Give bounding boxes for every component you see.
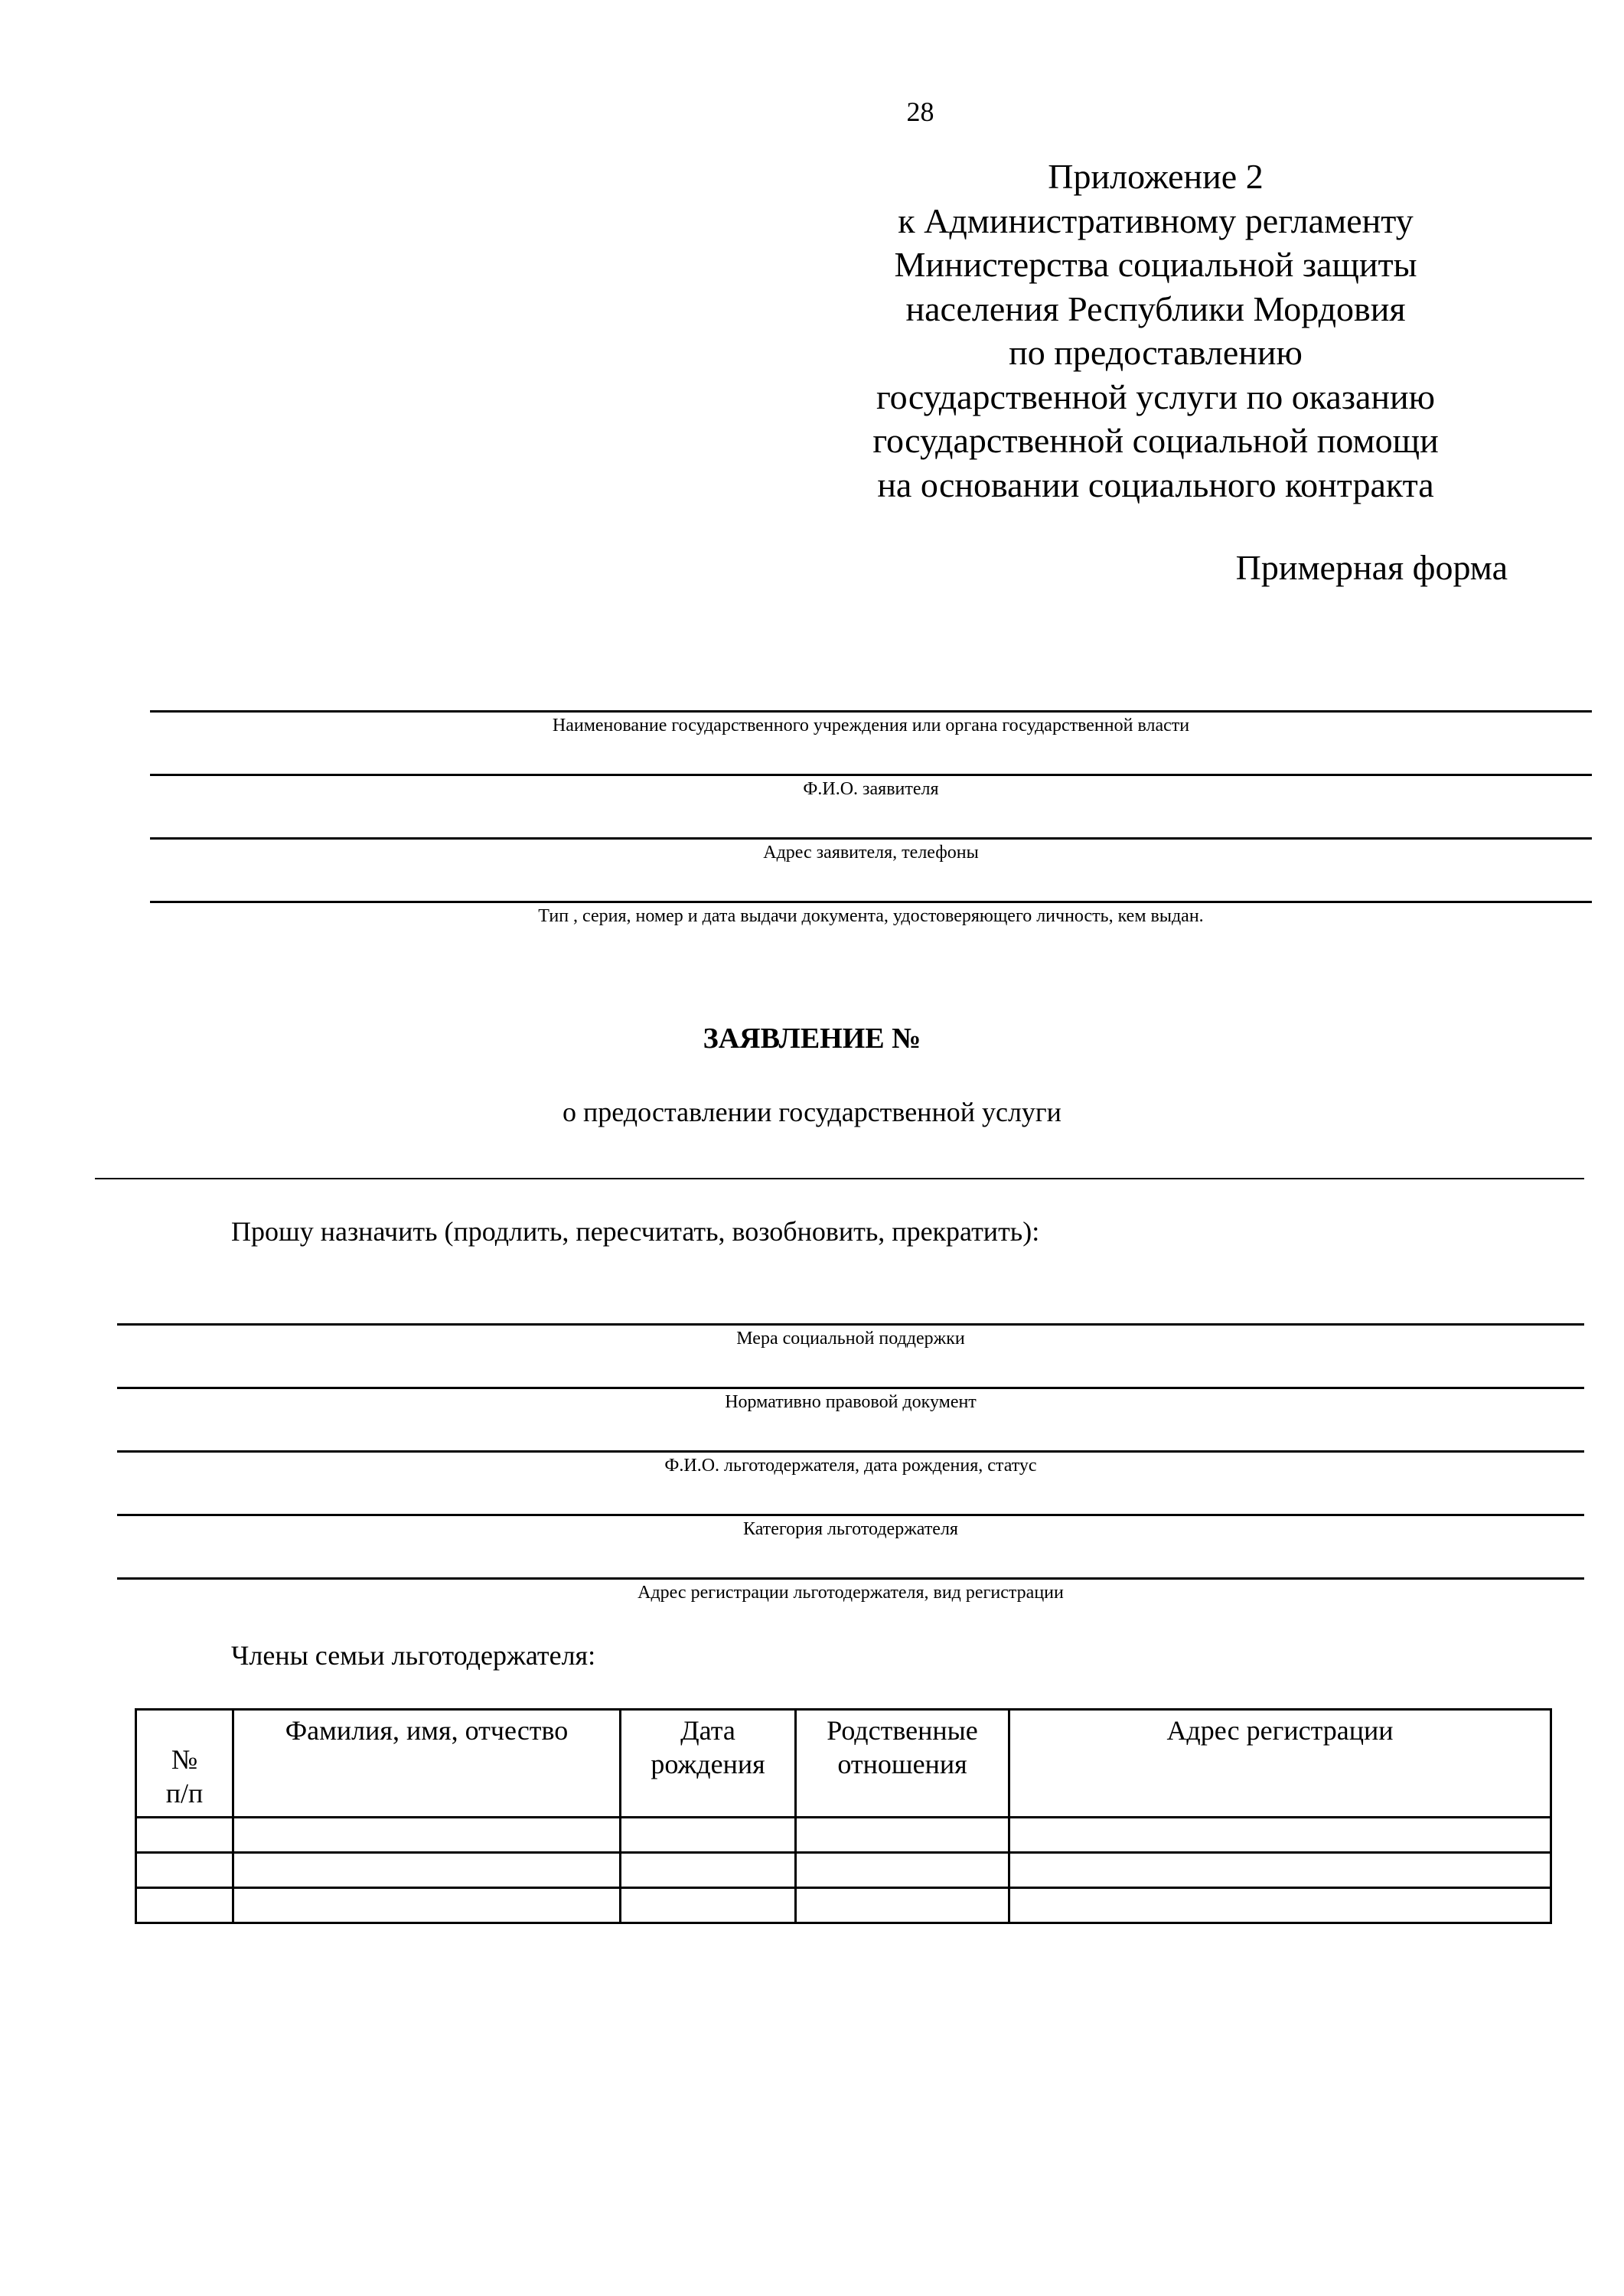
field-caption-applicant-name: Ф.И.О. заявителя — [803, 779, 939, 799]
field-line-beneficiary-category[interactable] — [117, 1514, 1584, 1516]
column-header-relationship: Родственные отношения — [796, 1710, 1009, 1818]
table-cell[interactable] — [1009, 1888, 1551, 1923]
field-caption-applicant-address: Адрес заявителя, телефоны — [763, 843, 979, 863]
field-caption-id-document: Тип , серия, номер и дата выдачи документа, удостоверяющего личность, кем выдан. — [538, 906, 1204, 926]
table-cell[interactable] — [621, 1853, 796, 1888]
table-cell[interactable] — [796, 1853, 1009, 1888]
field-line-beneficiary-info[interactable] — [117, 1450, 1584, 1453]
table-cell[interactable] — [136, 1853, 233, 1888]
separator-line — [95, 1178, 1584, 1179]
table-row — [136, 1853, 1551, 1888]
appendix-line: государственной услуги по оказанию — [876, 377, 1436, 416]
family-members-label: Члены семьи льготодержателя: — [231, 1640, 596, 1671]
field-caption-support-measure: Мера социальной поддержки — [736, 1329, 965, 1349]
table-cell[interactable] — [233, 1818, 621, 1853]
field-caption-beneficiary-info: Ф.И.О. льготодержателя, дата рождения, статус — [664, 1456, 1037, 1476]
column-header-number: № п/п — [136, 1710, 233, 1818]
table-cell[interactable] — [621, 1818, 796, 1853]
column-header-full-name: Фамилия, имя, отчество — [233, 1710, 621, 1818]
table-header-row — [136, 1710, 1551, 1818]
column-header-address: Адрес регистрации — [1009, 1710, 1551, 1818]
form-type-label: Примерная форма — [1235, 548, 1508, 587]
field-caption-institution: Наименование государственного учреждения или органа государственной власти — [552, 716, 1190, 735]
column-header-birth-date: Дата рождения — [621, 1710, 796, 1818]
table-cell[interactable] — [136, 1888, 233, 1923]
field-line-applicant-address[interactable] — [150, 837, 1592, 840]
appendix-line: на основании социального контракта — [877, 465, 1434, 504]
field-line-applicant-name[interactable] — [150, 774, 1592, 776]
field-line-id-document[interactable] — [150, 901, 1592, 903]
appendix-line: к Административному регламенту — [898, 201, 1414, 240]
appendix-line: по предоставлению — [1009, 333, 1303, 372]
table-cell[interactable] — [1009, 1818, 1551, 1853]
request-text: Прошу назначить (продлить, пересчитать, возобновить, прекратить): — [231, 1216, 1040, 1247]
table-row — [136, 1888, 1551, 1923]
table-cell[interactable] — [621, 1888, 796, 1923]
field-caption-beneficiary-category: Категория льготодержателя — [743, 1519, 958, 1539]
table-cell[interactable] — [796, 1888, 1009, 1923]
field-line-support-measure[interactable] — [117, 1323, 1584, 1326]
table-cell[interactable] — [233, 1888, 621, 1923]
appendix-line: Приложение 2 — [1048, 157, 1264, 196]
table-cell[interactable] — [796, 1818, 1009, 1853]
field-line-institution[interactable] — [150, 710, 1592, 713]
appendix-line: Министерства социальной защиты — [894, 245, 1417, 284]
appendix-line: населения Республики Мордовия — [905, 289, 1406, 328]
document-subtitle: о предоставлении государственной услуги — [563, 1097, 1061, 1127]
table-cell[interactable] — [233, 1853, 621, 1888]
field-caption-legal-document: Нормативно правовой документ — [725, 1392, 977, 1412]
page-number: 28 — [906, 96, 934, 127]
field-line-beneficiary-address[interactable] — [117, 1577, 1584, 1580]
family-members-table — [135, 1708, 1552, 1924]
document-title: ЗАЯВЛЕНИЕ № — [703, 1022, 921, 1055]
field-line-legal-document[interactable] — [117, 1387, 1584, 1389]
table-row — [136, 1818, 1551, 1853]
appendix-header — [811, 155, 1500, 507]
table-cell[interactable] — [1009, 1853, 1551, 1888]
appendix-line: государственной социальной помощи — [872, 421, 1439, 460]
table-cell[interactable] — [136, 1818, 233, 1853]
field-caption-beneficiary-address: Адрес регистрации льготодержателя, вид регистрации — [638, 1583, 1064, 1603]
